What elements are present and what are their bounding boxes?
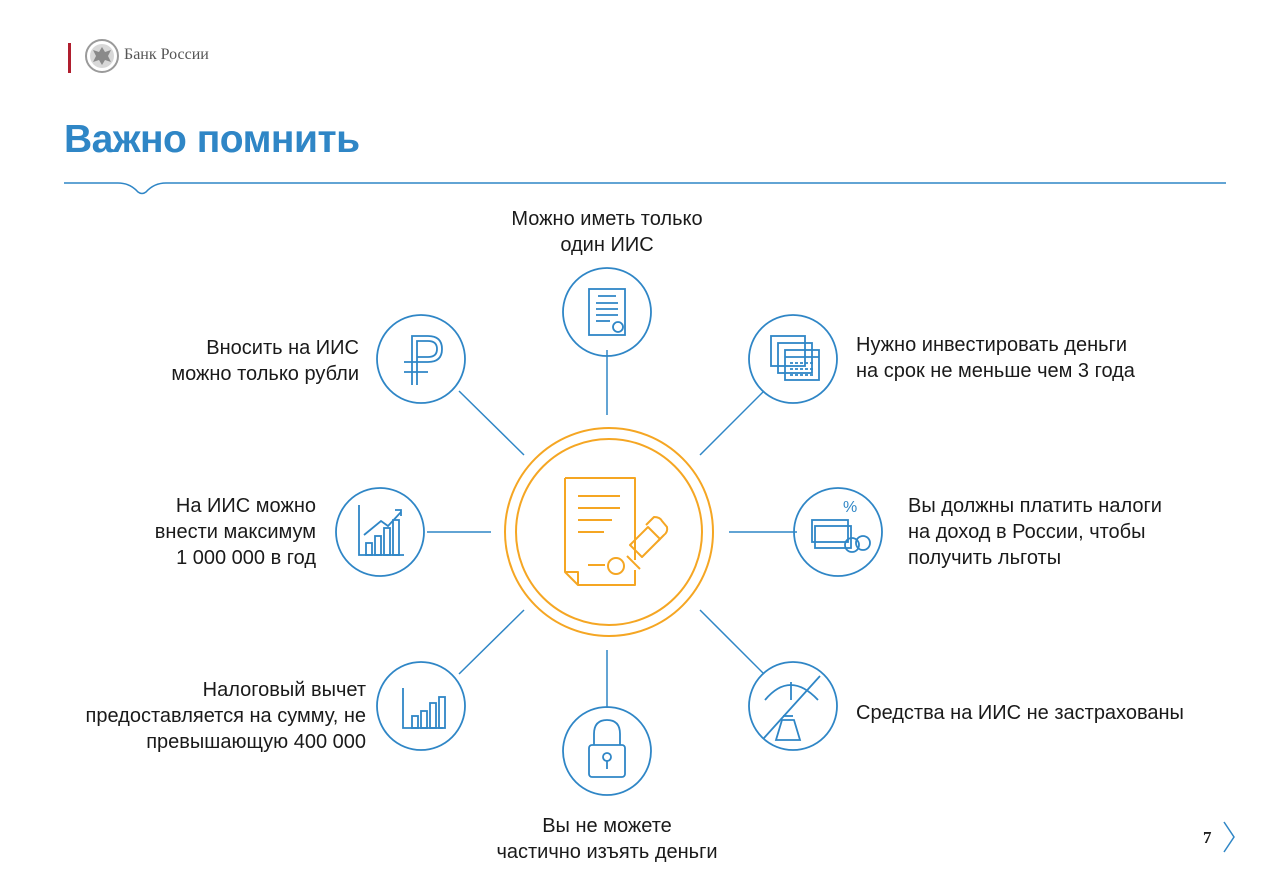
svg-text:%: % <box>843 499 858 516</box>
label-bottom-left-line2: предоставляется на сумму, не <box>85 705 366 727</box>
label-right-line2: на доход в России, чтобы <box>908 521 1146 543</box>
label-bottom-left-line3: превышающую 400 000 <box>146 731 366 753</box>
label-bottom-line1: Вы не можете <box>542 815 672 837</box>
money-percent-icon <box>812 499 870 552</box>
label-left-line1: На ИИС можно <box>175 495 316 517</box>
label-top-line2: один ИИС <box>560 234 654 256</box>
connector-bottom-left <box>459 610 524 674</box>
label-bottom-right-line1: Средства на ИИС не застрахованы <box>856 702 1184 724</box>
page-number: 7 <box>1203 828 1212 847</box>
label-right-line1: Вы должны платить налоги <box>908 495 1162 517</box>
label-bottom-right <box>856 700 1184 726</box>
node-right <box>794 488 882 576</box>
document-with-stamp-icon <box>565 478 667 585</box>
bar-chart-icon <box>403 688 445 728</box>
node-top-left <box>377 315 465 403</box>
bank-name: Банк России <box>124 46 209 63</box>
label-left <box>60 493 316 571</box>
connector-top-right <box>700 391 764 455</box>
calendar-stack-icon <box>771 336 819 380</box>
label-top-left-line2: можно только рубли <box>171 363 359 385</box>
ruble-icon <box>404 336 442 385</box>
node-top-right <box>749 315 837 403</box>
label-top-right-line2: на срок не меньше чем 3 года <box>856 360 1135 382</box>
label-right-line3: получить льготы <box>908 547 1062 569</box>
connector-top-left <box>459 391 524 455</box>
label-top-left <box>100 335 359 387</box>
label-left-line2: внести максимум <box>154 521 316 543</box>
label-top-left-line1: Вносить на ИИС <box>206 337 359 359</box>
document-list-icon <box>589 289 625 335</box>
node-bottom-right <box>749 662 837 750</box>
page-title: Важно помнить <box>64 118 360 161</box>
label-top-right <box>856 332 1135 384</box>
label-right <box>908 493 1162 571</box>
label-bottom <box>480 813 734 865</box>
connector-bottom-right <box>700 610 764 674</box>
node-left <box>336 488 424 576</box>
node-bottom-left <box>377 662 465 750</box>
label-left-line3: 1 000 000 в год <box>176 547 316 569</box>
growth-chart-icon <box>359 505 404 555</box>
chevron-right-icon[interactable] <box>1222 820 1236 859</box>
label-top <box>480 206 734 258</box>
center-node <box>505 428 713 636</box>
label-bottom-line2: частично изъять деньги <box>496 841 718 863</box>
label-top-line1: Можно иметь только <box>511 208 703 230</box>
node-bottom <box>563 707 651 795</box>
label-bottom-left-line1: Налоговый вычет <box>202 679 366 701</box>
connectors <box>427 350 797 708</box>
label-top-right-line1: Нужно инвестировать деньги <box>856 334 1128 356</box>
money-bag-crossed-umbrella-icon <box>764 676 820 740</box>
label-bottom-left <box>40 677 366 755</box>
node-top <box>563 268 651 356</box>
padlock-icon <box>589 720 625 777</box>
